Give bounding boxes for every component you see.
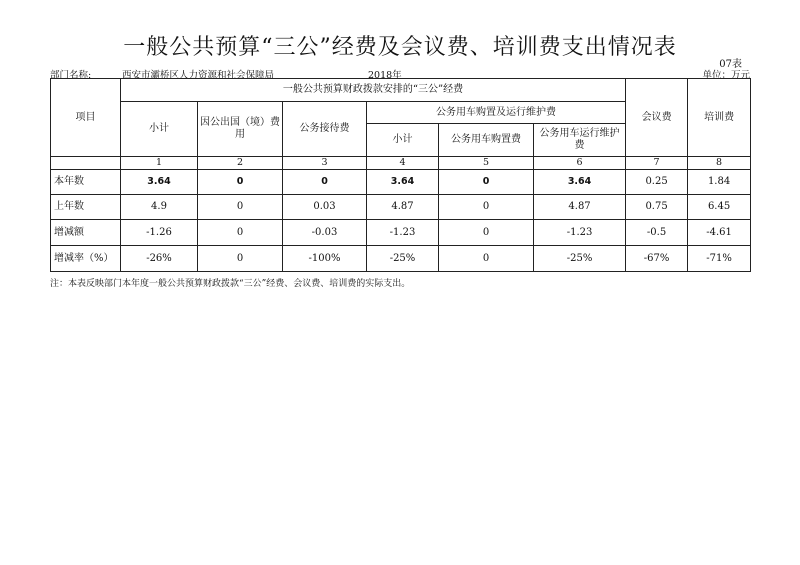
header-vehicle-subtotal: 小计 [367, 124, 439, 157]
column-number: 5 [439, 157, 534, 170]
header-reception: 公务接待费 [283, 102, 367, 157]
year-label: 2018年 [368, 70, 402, 81]
column-number: 3 [283, 157, 367, 170]
header-sangong-group: 一般公共预算财政拨款安排的“三公”经费 [121, 79, 626, 102]
table-cell: 0 [439, 220, 534, 246]
form-number: 07表 [719, 59, 742, 70]
table-cell: 0 [198, 170, 283, 195]
table-cell: 3.64 [121, 170, 198, 195]
table-cell: 3.64 [367, 170, 439, 195]
table-cell: -0.03 [283, 220, 367, 246]
table-cell: -1.26 [121, 220, 198, 246]
row-label: 增减率（%） [51, 246, 121, 272]
header-training: 培训费 [688, 79, 751, 157]
column-number: 6 [534, 157, 626, 170]
header-vehicle-running: 公务用车运行维护费 [534, 124, 626, 157]
column-number: 8 [688, 157, 751, 170]
row-label: 增减额 [51, 220, 121, 246]
table-row [51, 246, 751, 272]
table-cell: -1.23 [367, 220, 439, 246]
table-cell: 6.45 [688, 195, 751, 220]
table-cell: 0 [198, 195, 283, 220]
table-cell: 3.64 [534, 170, 626, 195]
table-cell: 4.87 [367, 195, 439, 220]
row-label: 上年数 [51, 195, 121, 220]
table-cell: -25% [534, 246, 626, 272]
table-cell: 0 [439, 246, 534, 272]
column-number: 7 [626, 157, 688, 170]
expense-table [50, 78, 751, 272]
table-cell: 0 [198, 220, 283, 246]
table-cell: 0.25 [626, 170, 688, 195]
column-number: 2 [198, 157, 283, 170]
table-cell: 0 [198, 246, 283, 272]
table-cell: -0.5 [626, 220, 688, 246]
table-cell: -100% [283, 246, 367, 272]
table-cell: -25% [367, 246, 439, 272]
table-cell: -4.61 [688, 220, 751, 246]
page-title: 一般公共预算“三公”经费及会议费、培训费支出情况表 [123, 35, 677, 60]
table-cell: -26% [121, 246, 198, 272]
table-cell: 4.87 [534, 195, 626, 220]
table-cell: 4.9 [121, 195, 198, 220]
header-subtotal: 小计 [121, 102, 198, 157]
header-vehicle-group: 公务用车购置及运行维护费 [367, 102, 626, 124]
table-cell: 0.03 [283, 195, 367, 220]
table-cell: -71% [688, 246, 751, 272]
header-abroad: 因公出国（境）费用 [198, 102, 283, 157]
dept-name: 西安市灞桥区人力资源和社会保障局 [122, 70, 275, 81]
table-cell: 1.84 [688, 170, 751, 195]
table-cell: -1.23 [534, 220, 626, 246]
table-row [51, 170, 751, 195]
index-blank [51, 157, 121, 170]
table-row [51, 195, 751, 220]
header-meeting: 会议费 [626, 79, 688, 157]
table-cell: 0 [283, 170, 367, 195]
row-label: 本年数 [51, 170, 121, 195]
unit-label: 单位：万元 [702, 70, 750, 81]
footnote: 注：本表反映部门本年度一般公共预算财政拨款“三公”经费、会议费、培训费的实际支出。 [50, 279, 411, 289]
dept-label: 部门名称: [50, 70, 92, 81]
table-cell: -67% [626, 246, 688, 272]
header-vehicle-purchase: 公务用车购置费 [439, 124, 534, 157]
table-cell: 0 [439, 170, 534, 195]
table-row [51, 220, 751, 246]
column-number: 1 [121, 157, 198, 170]
header-item: 项目 [51, 79, 121, 157]
table-cell: 0 [439, 195, 534, 220]
column-number: 4 [367, 157, 439, 170]
table-cell: 0.75 [626, 195, 688, 220]
